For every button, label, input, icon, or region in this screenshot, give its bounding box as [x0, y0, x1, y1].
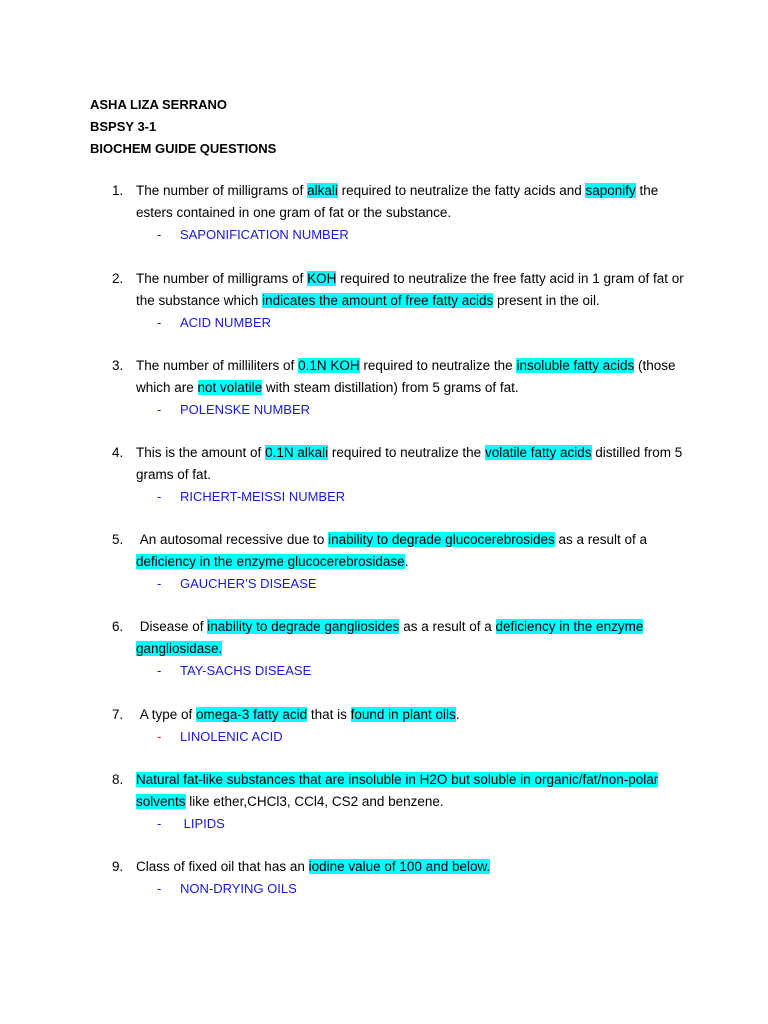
question-text-segment: Disease of	[136, 619, 208, 634]
highlighted-text: volatile fatty acids	[484, 445, 592, 460]
question-text	[136, 769, 692, 813]
answer-bullet: -	[157, 729, 162, 744]
highlighted-text: insoluble fatty acids	[516, 358, 635, 373]
document-header	[90, 94, 276, 160]
question-text	[136, 704, 692, 726]
question-text-segment: required to neutralize the fatty acids and	[337, 183, 586, 198]
highlighted-text: iodine value of 100 and below.	[308, 859, 491, 874]
question-text-segment: required to neutralize the free fatty acid in 1 gram of fat or the substance which	[136, 271, 684, 308]
question-text-segment: This is the amount of	[136, 445, 266, 460]
highlighted-text: omega-3 fatty acid	[196, 707, 308, 722]
answer-text: POLENSKE NUMBER	[180, 402, 311, 417]
question-text-segment: present in the oil.	[493, 293, 600, 308]
question-text-segment: Class of fixed oil that has an	[136, 859, 309, 874]
answer-text: GAUCHER’S DISEASE	[180, 576, 317, 591]
question-text	[136, 180, 692, 224]
question-number: 8.	[112, 772, 124, 787]
question-text-segment: The number of milligrams of	[136, 271, 308, 286]
question-text-segment: The number of milliliters of	[136, 358, 299, 373]
question-item	[112, 442, 692, 508]
document-title: BIOCHEM GUIDE QUESTIONS	[90, 141, 277, 156]
question-text	[136, 442, 692, 486]
highlighted-text: KOH	[307, 271, 337, 286]
question-text-segment: the esters contained in one gram of fat or the substance.	[136, 183, 659, 220]
answer-text: LINOLENIC ACID	[180, 729, 283, 744]
question-text-segment: .	[404, 554, 409, 569]
question-number: 1.	[112, 183, 124, 198]
question-number: 7.	[112, 707, 124, 722]
answer-text: SAPONIFICATION NUMBER	[180, 227, 349, 242]
question-text-segment: that is	[307, 707, 351, 722]
question-text-segment: The number of milligrams of	[136, 183, 308, 198]
answer-bullet: -	[157, 663, 162, 678]
question-item	[112, 769, 692, 835]
question-text-segment: like ether,CHCl3, CCl4, CS2 and benzene.	[185, 794, 444, 809]
question-item	[112, 704, 692, 748]
question-item	[112, 268, 692, 334]
answer-bullet: -	[157, 489, 162, 504]
highlighted-text: deficiency in the enzyme glucocerebrosidase	[136, 554, 405, 569]
question-text-segment: as a result of a	[399, 619, 496, 634]
highlighted-text: indicates the amount of free fatty acids	[262, 293, 494, 308]
answer-bullet: -	[157, 881, 162, 896]
answer-text: TAY-SACHS DISEASE	[180, 663, 312, 678]
question-text-segment: required to neutralize the	[328, 445, 485, 460]
question-number: 3.	[112, 358, 124, 373]
answer-bullet: -	[157, 816, 162, 831]
question-text	[136, 529, 692, 573]
question-text-segment: distilled from 5 grams of fat.	[136, 445, 683, 482]
question-number: 5.	[112, 532, 124, 547]
highlighted-text: alkali	[307, 183, 338, 198]
question-text	[136, 856, 692, 878]
answer-line	[157, 224, 692, 246]
answer-line	[157, 726, 692, 748]
question-number: 6.	[112, 619, 124, 634]
question-item	[112, 856, 692, 900]
answer-line	[157, 813, 692, 835]
answer-text: NON-DRYING OILS	[180, 881, 297, 896]
answer-text: RICHERT-MEISSI NUMBER	[180, 489, 346, 504]
highlighted-text: Natural fat-like substances that are insoluble in H2O but soluble in organic/fat/non-polar solvents	[136, 772, 659, 809]
answer-line	[157, 660, 692, 682]
answer-text: ACID NUMBER	[180, 315, 272, 330]
answer-line	[157, 486, 692, 508]
answer-line	[157, 878, 692, 900]
answer-line	[157, 399, 692, 421]
question-item	[112, 529, 692, 595]
student-name: ASHA LIZA SERRANO	[90, 97, 227, 112]
answer-bullet: -	[157, 402, 162, 417]
question-number: 4.	[112, 445, 124, 460]
question-text-segment: required to neutralize the	[359, 358, 517, 373]
question-text-segment: An autosomal recessive due to	[136, 532, 329, 547]
question-text-segment: A type of	[136, 707, 197, 722]
student-section: BSPSY 3-1	[90, 119, 157, 134]
question-text	[136, 268, 692, 312]
answer-bullet: -	[157, 315, 162, 330]
question-text-segment: .	[455, 707, 460, 722]
highlighted-text: 0.1N alkali	[265, 445, 329, 460]
highlighted-text: deficiency in the enzyme gangliosidase.	[136, 619, 644, 656]
question-item	[112, 180, 692, 246]
question-text-segment: as a result of a	[554, 532, 648, 547]
answer-bullet: -	[157, 227, 162, 242]
highlighted-text: inability to degrade gangliosides	[207, 619, 400, 634]
highlighted-text: saponify	[585, 183, 636, 198]
question-item	[112, 355, 692, 421]
question-text	[136, 616, 692, 660]
highlighted-text: found in plant oils	[350, 707, 456, 722]
question-text	[136, 355, 692, 399]
highlighted-text: not volatile	[197, 380, 263, 395]
answer-text: LIPIDS	[180, 816, 225, 831]
question-text-segment: (those which are	[136, 358, 676, 395]
answer-line	[157, 312, 692, 334]
highlighted-text: inability to degrade glucocerebrosides	[328, 532, 555, 547]
question-item	[112, 616, 692, 682]
answer-line	[157, 573, 692, 595]
question-text-segment: with steam distillation) from 5 grams of fat.	[262, 380, 519, 395]
question-number: 9.	[112, 859, 124, 874]
question-number: 2.	[112, 271, 124, 286]
highlighted-text: 0.1N KOH	[298, 358, 360, 373]
answer-bullet: -	[157, 576, 162, 591]
